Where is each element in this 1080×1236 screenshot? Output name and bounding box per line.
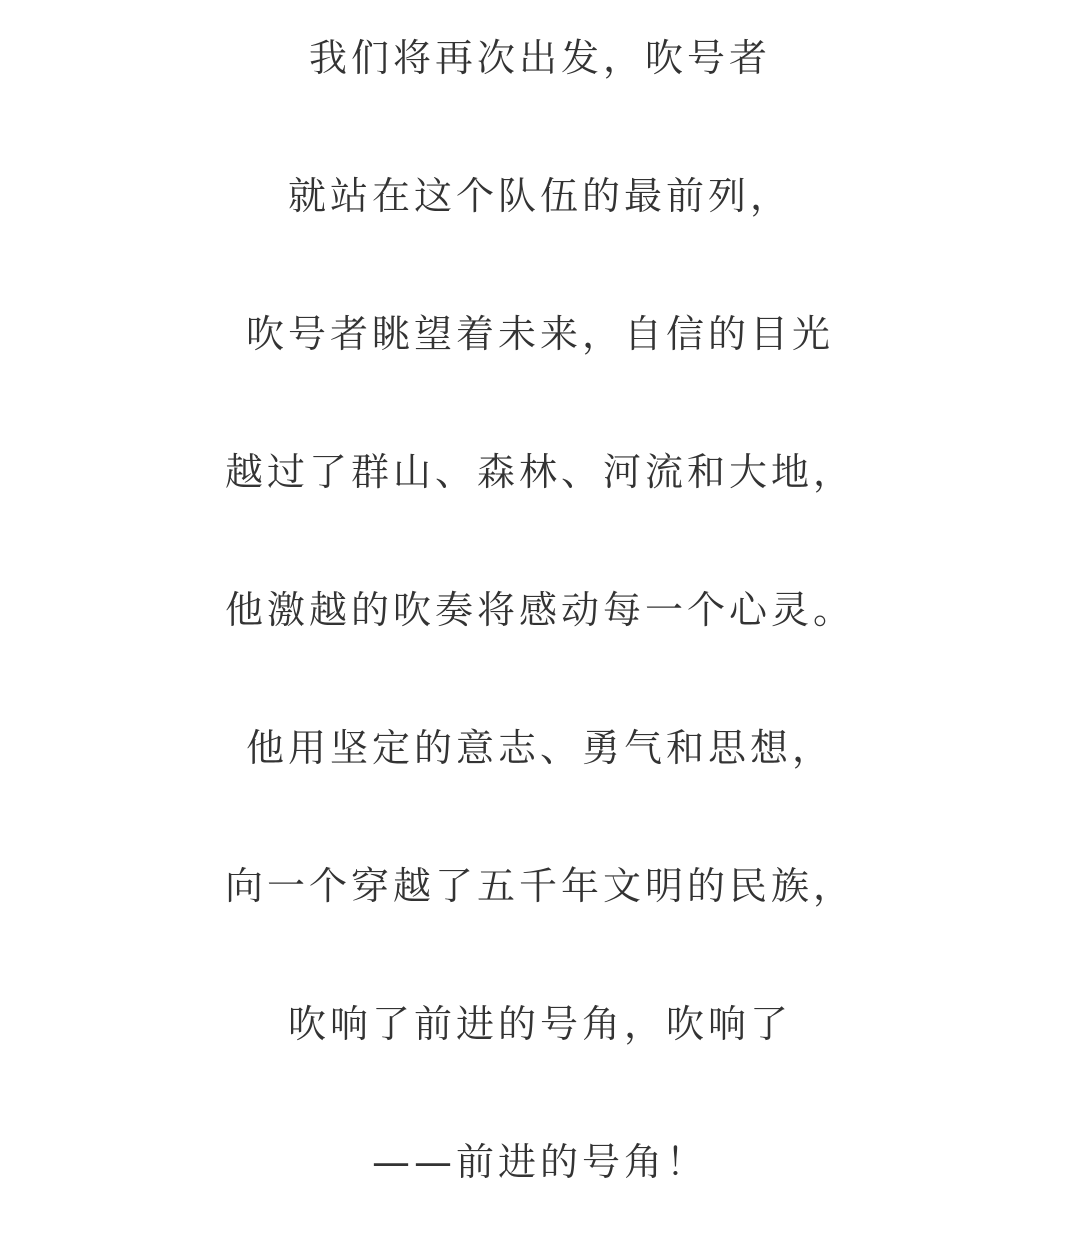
poem-line: 我们将再次出发，吹号者 bbox=[308, 36, 771, 80]
poem-line: 他用坚定的意志、勇气和思想， bbox=[245, 726, 834, 770]
poem-line: 就站在这个队伍的最前列， bbox=[287, 174, 792, 218]
poem-line: 他激越的吹奏将感动每一个心灵。 bbox=[224, 588, 855, 632]
poem-line: 吹响了前进的号角，吹响了 bbox=[287, 1002, 792, 1046]
poem-line: 吹号者眺望着未来，自信的目光 bbox=[245, 312, 834, 356]
poem-line: ——前进的号角！ bbox=[371, 1140, 708, 1184]
poem-line: 越过了群山、森林、河流和大地， bbox=[224, 450, 855, 494]
poem-line: 向一个穿越了五千年文明的民族， bbox=[224, 864, 855, 908]
